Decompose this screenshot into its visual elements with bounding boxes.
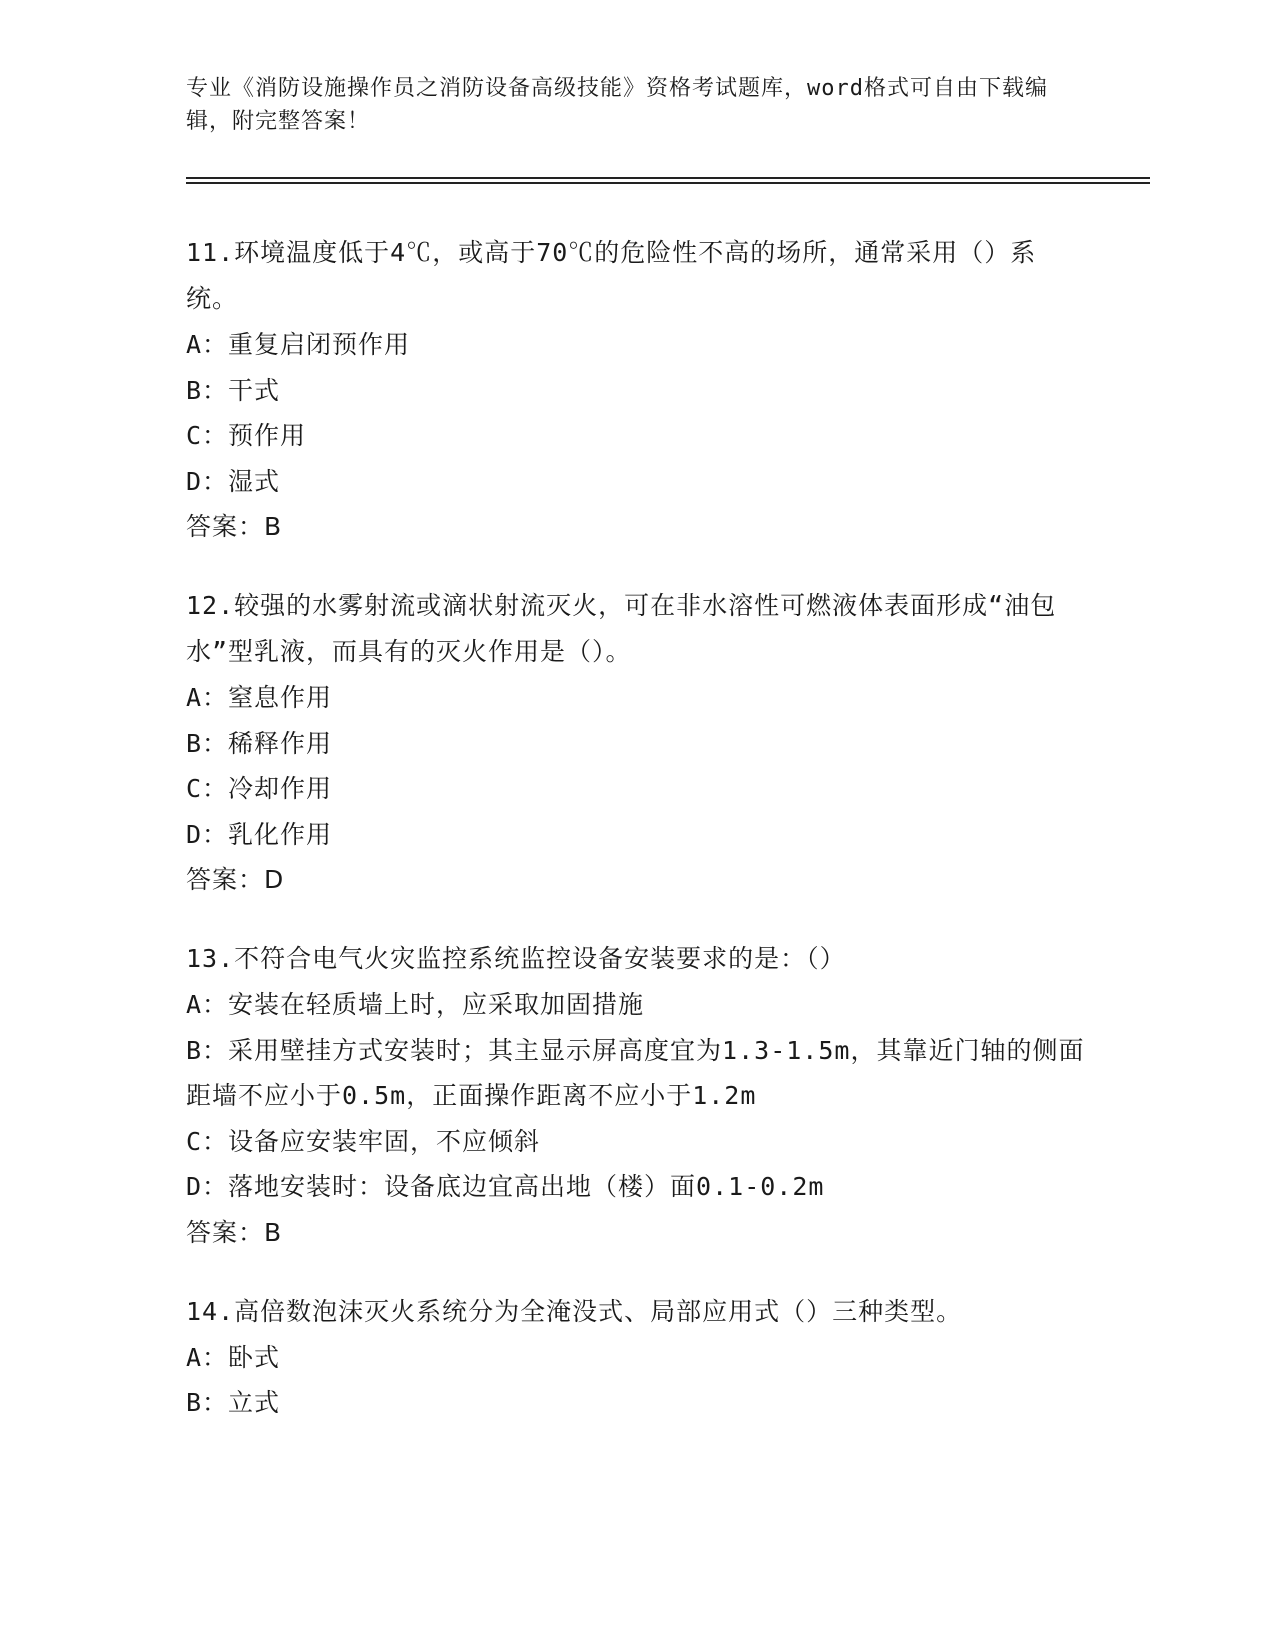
option-c: C：设备应安装牢固，不应倾斜: [186, 1126, 541, 1156]
option-d: D：乳化作用: [186, 819, 333, 849]
answer-line: 答案：D: [186, 865, 285, 894]
question-11: [186, 230, 1086, 550]
question-stem: 13.不符合电气火灾监控系统监控设备安装要求的是：（）: [186, 944, 846, 973]
question-stem: 11.环境温度低于4℃，或高于70℃的危险性不高的场所，通常采用（）系统。: [186, 238, 1037, 313]
option-b: B：稀释作用: [186, 728, 333, 758]
option-a: A：重复启闭预作用: [186, 330, 411, 359]
question-stem: 12.较强的水雾射流或滴状射流灭火，可在非水溶性可燃液体表面形成“油包水”型乳液，而具有的灭火作用是（）。: [186, 591, 1057, 666]
question-stem: 14.高倍数泡沫灭火系统分为全淹没式、局部应用式（）三种类型。: [186, 1296, 963, 1326]
option-b: B：采用壁挂方式安装时；其主显示屏高度宜为1.3-1.5m，其靠近门轴的侧面距墙不应小于0.5m，正面操作距离不应小于1.2m: [186, 1035, 1085, 1110]
option-b: B：立式: [186, 1388, 281, 1417]
option-b: B：干式: [186, 375, 281, 405]
answer-line: 答案：B: [186, 1217, 283, 1247]
option-a: A：卧式: [186, 1342, 281, 1372]
question-12: [186, 583, 1086, 903]
option-d: D：湿式: [186, 466, 281, 496]
answer-line: 答案：B: [186, 512, 283, 541]
option-c: C：预作用: [186, 421, 307, 450]
question-13: [186, 936, 1086, 1256]
option-c: C：冷却作用: [186, 774, 333, 803]
option-a: A：窒息作用: [186, 683, 333, 712]
question-14: [186, 1289, 1086, 1426]
document-header: 专业《消防设施操作员之消防设备高级技能》资格考试题库，word格式可自由下载编辑，附完整答案！: [186, 76, 1048, 134]
question-list: [186, 230, 1086, 1459]
header-divider-top: [186, 177, 1150, 179]
option-d: D：落地安装时：设备底边宜高出地（楼）面0.1-0.2m: [186, 1172, 825, 1201]
header-divider-bottom: [186, 182, 1150, 184]
option-a: A：安装在轻质墙上时，应采取加固措施: [186, 990, 645, 1019]
